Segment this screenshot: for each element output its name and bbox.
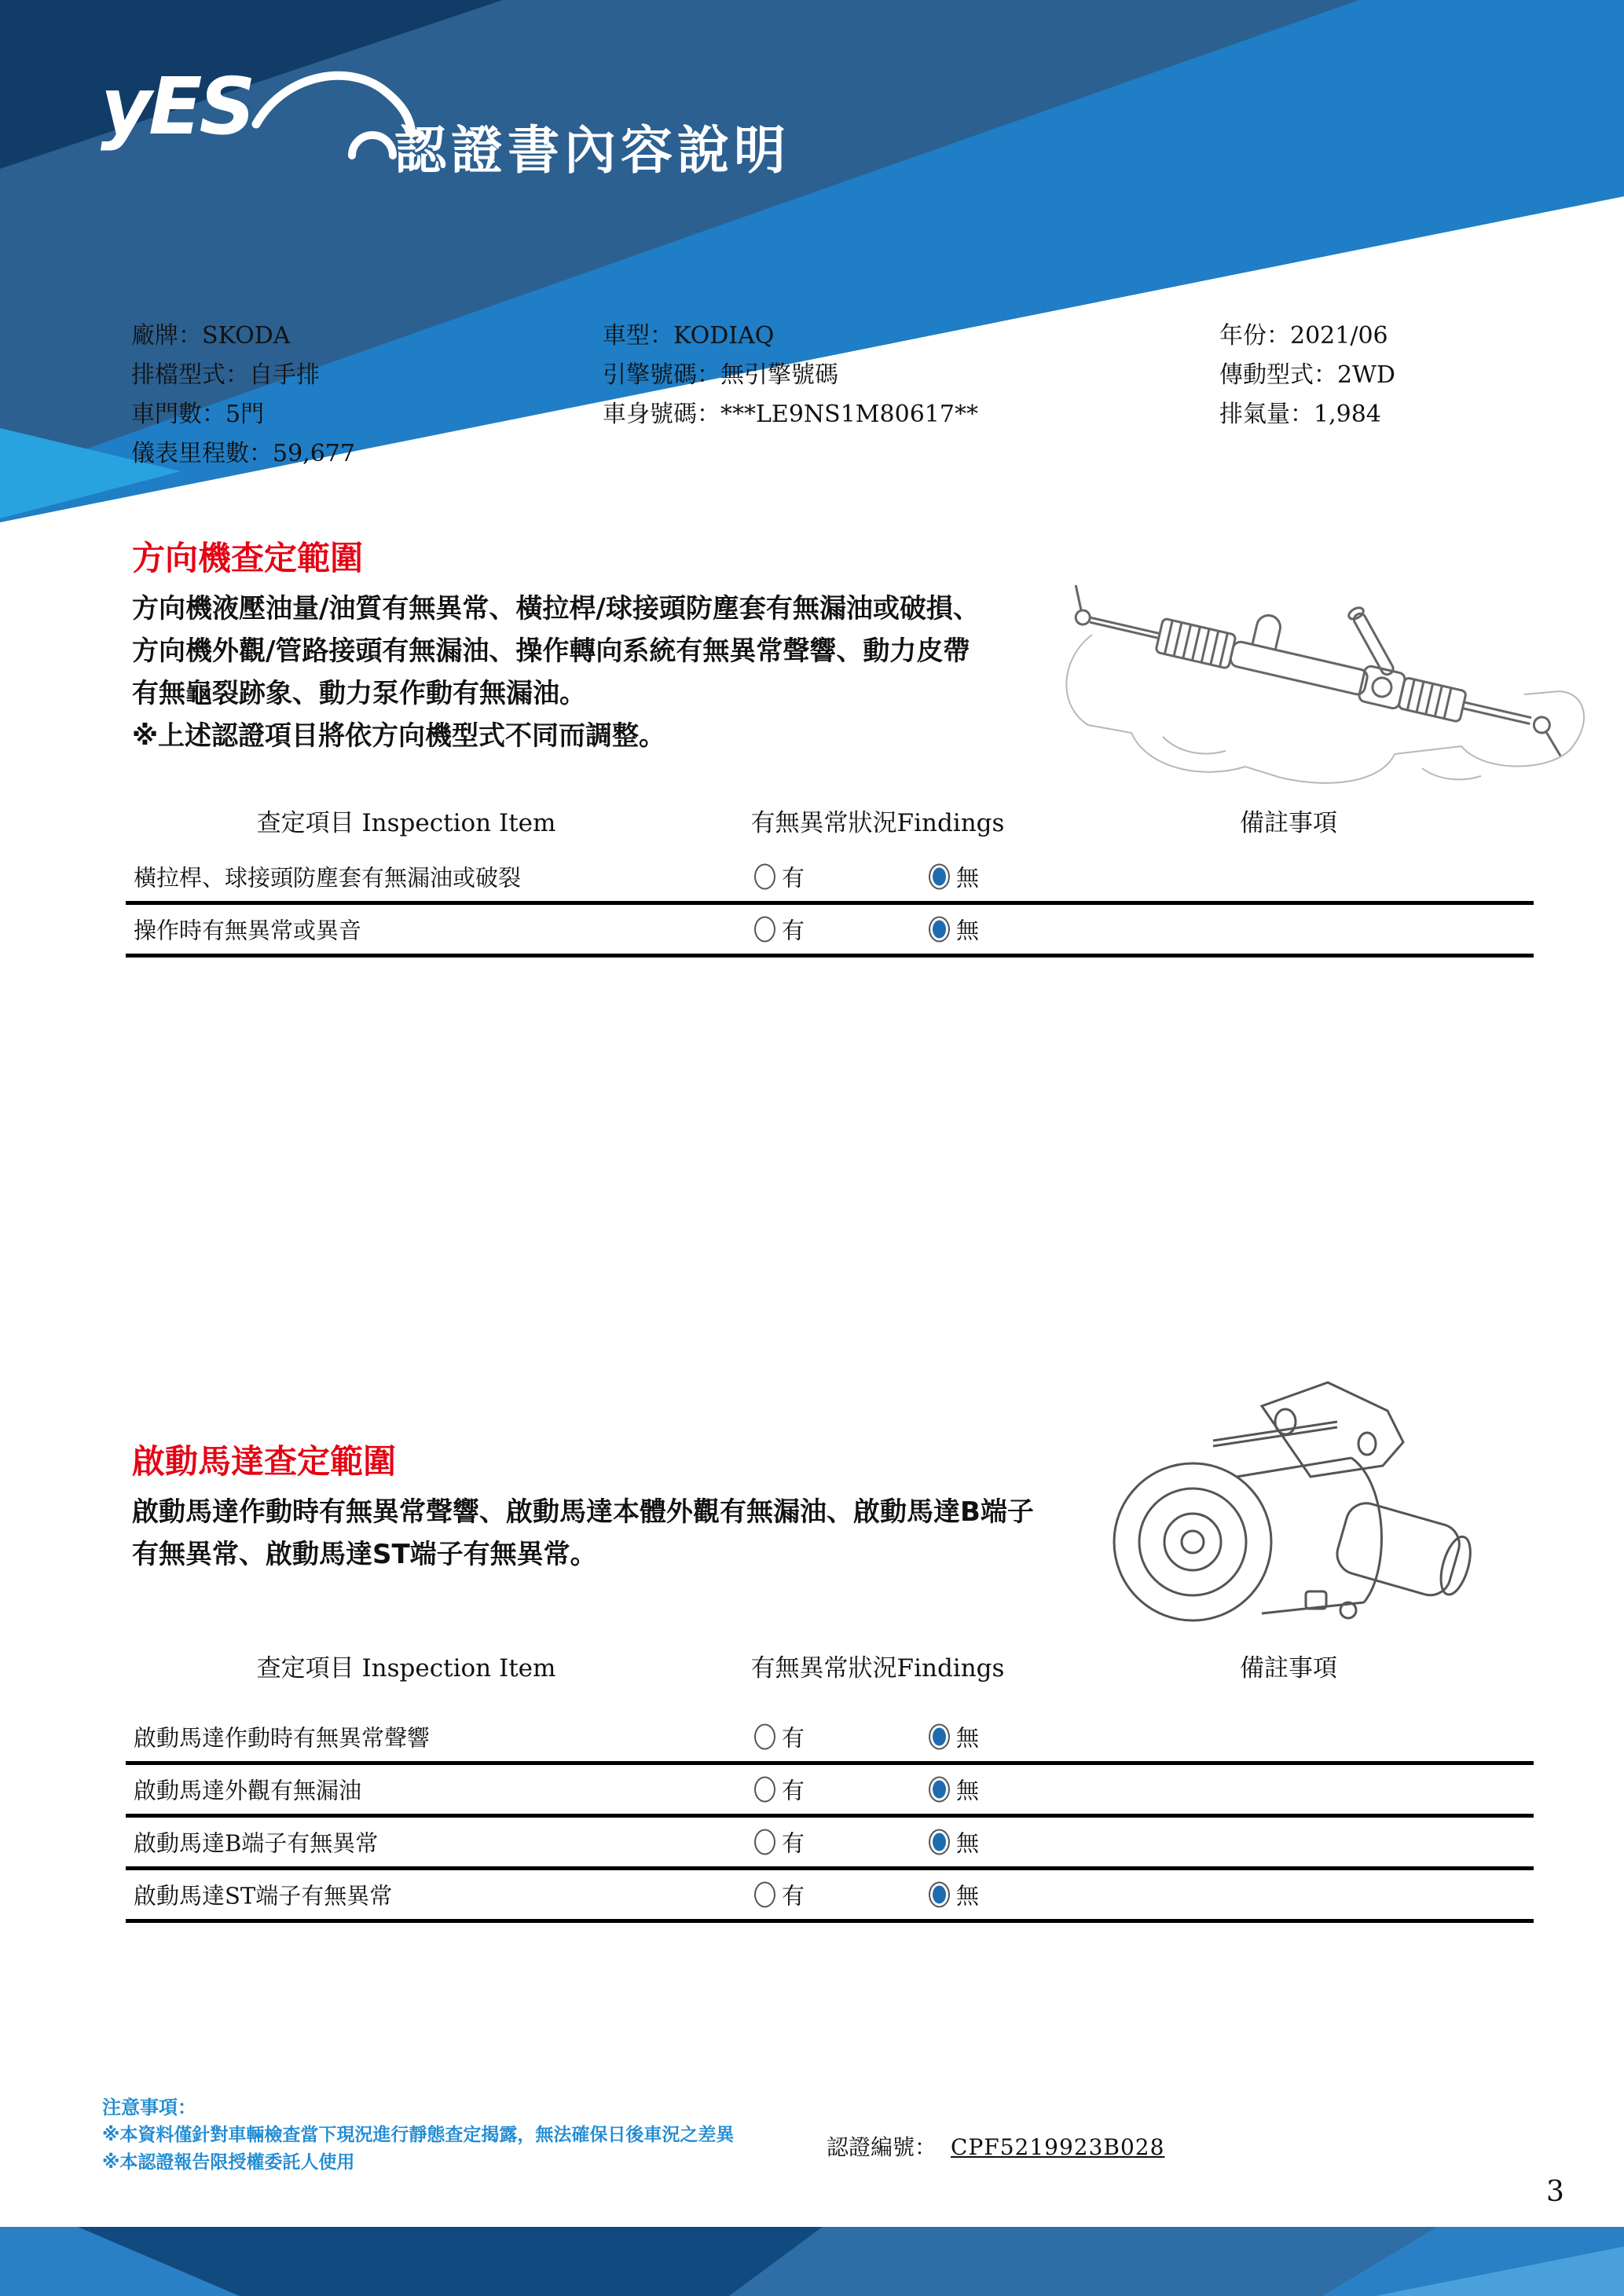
col-findings: 有無異常狀況Findings <box>750 1654 1005 1683</box>
finding-yes-radio[interactable] <box>754 1829 775 1855</box>
table-row <box>126 1818 1534 1870</box>
table-row <box>126 1712 1534 1765</box>
finding-no-option <box>929 1721 979 1753</box>
info-model: 車型：KODIAQ <box>603 322 775 350</box>
footer-banner <box>0 2227 1624 2296</box>
table-row <box>126 905 1534 958</box>
table-row <box>126 1765 1534 1818</box>
finding-yes-option <box>754 1826 805 1858</box>
info-odometer: 儀表里程數：59,677 <box>131 440 355 467</box>
vehicle-info-col2 <box>603 317 978 434</box>
finding-yes-label: 有 <box>782 1724 805 1752</box>
info-brand: 廠牌：SKODA <box>131 322 291 350</box>
finding-yes-radio[interactable] <box>754 917 775 943</box>
finding-yes-label: 有 <box>782 1777 805 1804</box>
col-remarks: 備註事項 <box>1240 809 1337 837</box>
finding-no-label: 無 <box>956 1882 980 1910</box>
finding-no-option <box>929 1826 979 1858</box>
inspection-item-label: 啟動馬達作動時有無異常聲響 <box>134 1724 431 1752</box>
starter-motor-illustration <box>1075 1365 1515 1624</box>
steering-desc-line1: 方向機液壓油量/油質有無異常、橫拉桿/球接頭防塵套有無漏油或破損、 <box>132 593 980 624</box>
info-vin: 車身號碼：***LE9NS1M80617** <box>603 401 978 428</box>
col-remarks: 備註事項 <box>1240 1654 1337 1683</box>
finding-yes-label: 有 <box>782 1829 805 1857</box>
steering-desc-line2: 方向機外觀/管路接頭有無漏油、操作轉向系統有無異常聲響、動力皮帶 <box>132 635 970 667</box>
page-title: 認證書內容說明 <box>394 120 790 181</box>
notes-title: 注意事項： <box>102 2096 196 2118</box>
steering-section-heading: 方向機查定範圍 <box>132 539 364 577</box>
inspection-item-label: 橫拉桿、球接頭防塵套有無漏油或破裂 <box>134 864 522 892</box>
finding-no-label: 無 <box>956 917 980 944</box>
finding-no-label: 無 <box>956 864 980 892</box>
note-line: ※本資料僅針對車輛檢查當下現況進行靜態查定揭露，無法確保日後車況之差異 <box>102 2125 735 2145</box>
finding-no-label: 無 <box>956 1724 980 1752</box>
inspection-item-label: 啟動馬達ST端子有無異常 <box>134 1882 393 1910</box>
finding-yes-label: 有 <box>782 864 805 892</box>
finding-no-radio[interactable] <box>929 1829 950 1855</box>
info-doors: 車門數：5門 <box>131 401 265 428</box>
footer-notes <box>102 2094 734 2177</box>
col-inspection-item: 查定項目 Inspection Item <box>256 1654 556 1683</box>
finding-no-option <box>929 914 979 946</box>
finding-yes-radio[interactable] <box>754 1724 775 1750</box>
info-displacement: 排氣量：1,984 <box>1219 401 1381 428</box>
certificate-number-value: CPF5219923B028 <box>951 2134 1165 2160</box>
finding-no-radio[interactable] <box>929 864 950 890</box>
inspection-item-label: 啟動馬達外觀有無漏油 <box>134 1777 362 1804</box>
vehicle-info-col1 <box>131 317 355 474</box>
steering-note: ※上述認證項目將依方向機型式不同而調整。 <box>132 720 666 752</box>
col-inspection-item: 查定項目 Inspection Item <box>256 809 556 837</box>
steering-desc-line3: 有無龜裂跡象、動力泵作動有無漏油。 <box>132 678 586 709</box>
certificate-number-label: 認證編號： <box>827 2134 937 2160</box>
inspection-item-label: 啟動馬達B端子有無異常 <box>134 1829 379 1857</box>
info-year: 年份：2021/06 <box>1219 322 1388 350</box>
finding-no-label: 無 <box>956 1777 980 1804</box>
vehicle-info-col3 <box>1219 317 1395 434</box>
finding-no-option <box>929 861 979 893</box>
info-engine-no: 引擎號碼：無引擎號碼 <box>603 361 838 389</box>
starter-desc-line2: 有無異常、啟動馬達ST端子有無異常。 <box>132 1539 597 1570</box>
info-drivetrain: 傳動型式：2WD <box>1219 361 1395 389</box>
starter-section-heading: 啟動馬達查定範圍 <box>132 1442 397 1481</box>
finding-yes-option <box>754 1721 805 1753</box>
note-line: ※本認證報告限授權委託人使用 <box>102 2152 355 2173</box>
col-findings: 有無異常狀況Findings <box>750 809 1005 837</box>
finding-yes-option <box>754 1879 805 1911</box>
finding-no-option <box>929 1774 979 1806</box>
certificate-number-line <box>827 2130 1179 2162</box>
finding-no-radio[interactable] <box>929 1882 950 1908</box>
finding-no-option <box>929 1879 979 1911</box>
starter-section-description <box>132 1491 1034 1576</box>
finding-yes-option <box>754 914 805 946</box>
yes-logo: yES <box>101 60 253 152</box>
steering-rack-illustration <box>1045 540 1611 792</box>
finding-yes-label: 有 <box>782 917 805 944</box>
inspection-item-label: 操作時有無異常或異音 <box>134 917 362 944</box>
table-row <box>126 852 1534 905</box>
steering-section-description <box>132 588 980 757</box>
starter-desc-line1: 啟動馬達作動時有無異常聲響、啟動馬達本體外觀有無漏油、啟動馬達B端子 <box>132 1496 1034 1528</box>
finding-no-radio[interactable] <box>929 1724 950 1750</box>
finding-yes-radio[interactable] <box>754 864 775 890</box>
finding-yes-option <box>754 861 805 893</box>
footer-banner-shapes <box>0 2227 1624 2296</box>
starter-table <box>126 1712 1534 1923</box>
finding-yes-option <box>754 1774 805 1806</box>
finding-yes-label: 有 <box>782 1882 805 1910</box>
finding-no-label: 無 <box>956 1829 980 1857</box>
finding-yes-radio[interactable] <box>754 1882 775 1908</box>
table-row <box>126 1870 1534 1923</box>
info-transmission: 排檔型式：自手排 <box>131 361 320 389</box>
steering-table <box>126 852 1534 958</box>
page-number: 3 <box>1546 2176 1564 2208</box>
finding-no-radio[interactable] <box>929 917 950 943</box>
finding-yes-radio[interactable] <box>754 1777 775 1803</box>
finding-no-radio[interactable] <box>929 1777 950 1803</box>
